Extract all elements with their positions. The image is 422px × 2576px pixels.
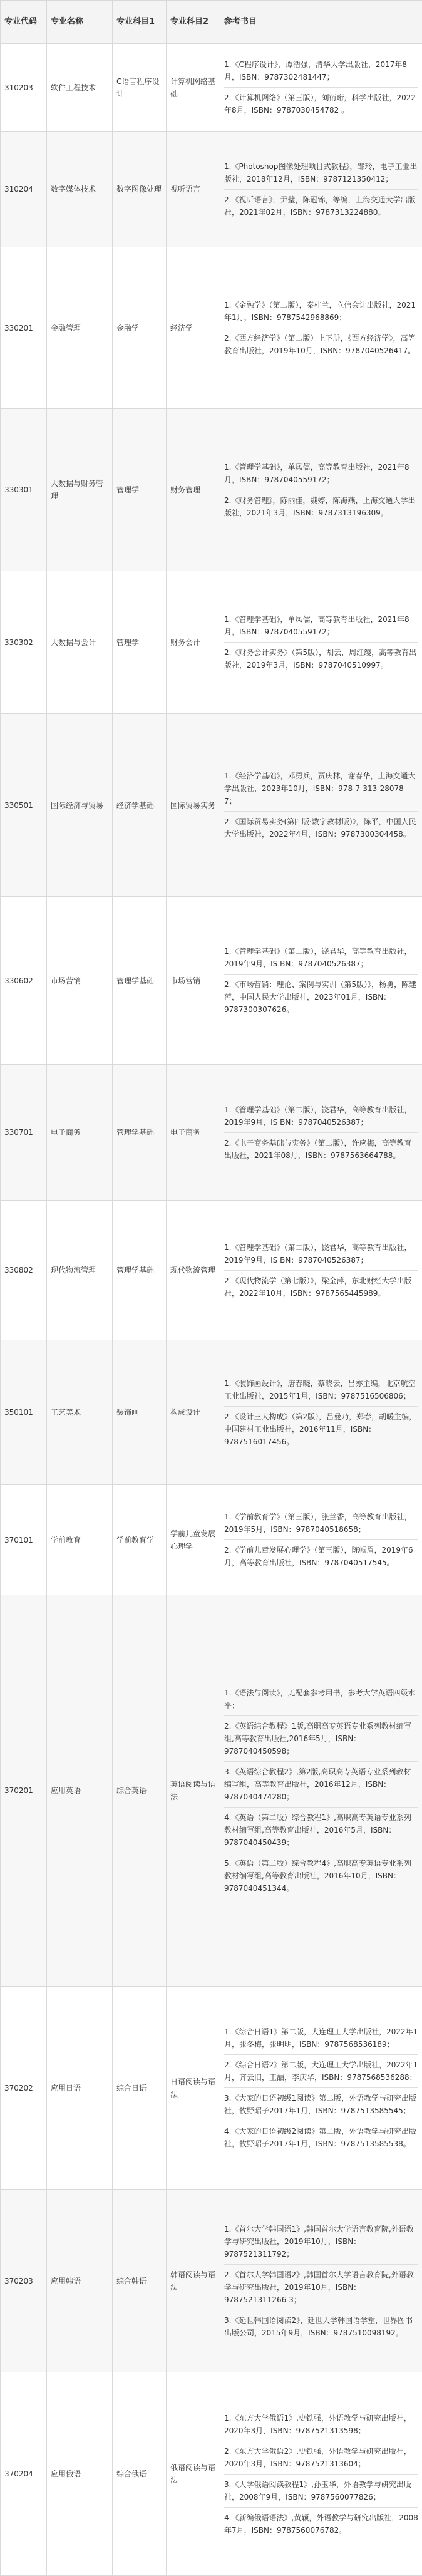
reference-item: 1.《管理学基础》，单凤儒，高等教育出版社，2021年8月，ISBN：9787040559172； <box>224 457 418 490</box>
subject2-cell: 财务会计 <box>167 571 220 714</box>
subject1-cell: 综合韩语 <box>113 2190 167 2372</box>
references-cell <box>220 1595 422 1987</box>
reference-item: 1.《管理学基础》（第二版），饶君华，高等教育出版社，2019年9月，IS BN：9787040526387； <box>224 1100 418 1133</box>
subject2-cell: 现代物流管理 <box>167 1201 220 1340</box>
header-subject1: 专业科目1 <box>113 1 167 44</box>
table-row <box>1 2190 422 2372</box>
subject1-cell: 装饰画 <box>113 1340 167 1485</box>
references-cell <box>220 571 422 714</box>
major-code-cell: 330201 <box>1 247 47 409</box>
subject2-cell: 英语阅读与语法 <box>167 1595 220 1987</box>
major-name-cell: 国际经济与贸易 <box>47 714 113 897</box>
major-name-cell: 大数据与会计 <box>47 571 113 714</box>
subject2-cell: 韩语阅读与语法 <box>167 2190 220 2372</box>
major-name-cell: 应用英语 <box>47 1595 113 1987</box>
subject2-cell: 俄语阅读与语法 <box>167 2372 220 2576</box>
reference-item: 2.《电子商务基础与实务》（第二版），许应梅，高等教育出版社，2021年08月，ISBN：9787563664788。 <box>224 1133 418 1166</box>
references-list <box>224 295 418 361</box>
reference-item: 1.《学前教育学》（第三版），张兰香，高等教育出版社，2019年5月，ISBN：9787040518658； <box>224 1507 418 1540</box>
major-name-cell: 数字媒体技术 <box>47 132 113 247</box>
major-code-cell: 330802 <box>1 1201 47 1340</box>
references-list <box>224 1100 418 1166</box>
references-list <box>224 457 418 523</box>
references-cell <box>220 1485 422 1595</box>
major-name-cell: 电子商务 <box>47 1065 113 1201</box>
table-row <box>1 409 422 571</box>
reference-item: 2.《东方大学俄语2》,史铁强，外语教学与研究出版社，2020年3月，ISBN：9787521313604； <box>224 2441 418 2475</box>
reference-item: 2.《国际贸易实务(第四版·数字教材版)》，陈平，中国人民大学出版社，2022年4月，ISBN：9787300304458。 <box>224 812 418 844</box>
major-code-cell: 370101 <box>1 1485 47 1595</box>
subject1-cell: 管理学基础 <box>113 1201 167 1340</box>
major-code-cell: 370201 <box>1 1595 47 1987</box>
reference-item: 2.《首尔大学韩国语2》,韩国首尔大学语言教育院,外语教学与研究出版社，2019年10月，ISBN：9787521311266 3； <box>224 2265 418 2310</box>
reference-item: 1.《Photoshop图像处理项目式教程》，邹玲，电子工业出版社，2018年12月，ISBN：9787121350412； <box>224 157 418 190</box>
major-code-cell: 330301 <box>1 409 47 571</box>
table-body <box>1 44 422 2576</box>
reference-item: 2.《现代物流学（第七版）》，梁金萍，东北财经大学出版社，2022年10月，ISBN：9787565445989。 <box>224 1271 418 1303</box>
reference-item: 3.《大家的日语初级1阅读》第二版，外语教学与研究出版社，牧野昭子2017年1月，ISBN：9787513585545； <box>224 2088 418 2121</box>
table-row <box>1 1065 422 1201</box>
subject1-cell: 金融学 <box>113 247 167 409</box>
major-name-cell: 金融管理 <box>47 247 113 409</box>
header-code: 专业代码 <box>1 1 47 44</box>
references-list <box>224 54 418 120</box>
reference-item: 2.《计算机网络》（第三版），刘衍珩，科学出版社，2022年8月，ISBN：9787030454782 。 <box>224 88 418 120</box>
reference-item: 1.《经济学基础》，邓勇兵，贾庆林，谢春华，上海交通大学出版社，2023年10月，ISBN：978-7-313-28078-7； <box>224 766 418 812</box>
major-name-cell: 软件工程技术 <box>47 44 113 132</box>
reference-item: 1.《管理学基础》（第二版），饶君华，高等教育出版社，2019年9月，IS BN：9787040526387； <box>224 1238 418 1271</box>
major-name-cell: 市场营销 <box>47 897 113 1065</box>
major-code-cell: 330302 <box>1 571 47 714</box>
subject2-cell: 经济学 <box>167 247 220 409</box>
references-cell <box>220 1201 422 1340</box>
table-row <box>1 1201 422 1340</box>
table-row <box>1 1987 422 2190</box>
table-row <box>1 571 422 714</box>
reference-item: 4.《大家的日语初级2阅读》第二版，外语教学与研究出版社，牧野昭子2017年1月，ISBN：9787513585538。 <box>224 2121 418 2154</box>
reference-item: 3.《延世韩国语阅读2》，延世大学韩国语学堂，世界图书出版公司，2015年9月，ISBN：9787510098192。 <box>224 2310 418 2343</box>
major-name-cell: 现代物流管理 <box>47 1201 113 1340</box>
reference-item: 1.《C程序设计》，谭浩强，清华大学出版社，2017年8月，ISBN：9787302481447； <box>224 54 418 88</box>
references-cell <box>220 1987 422 2190</box>
references-list <box>224 2219 418 2343</box>
subject1-cell: 综合俄语 <box>113 2372 167 2576</box>
table-row <box>1 132 422 247</box>
reference-item: 2.《设计三大构成》（第2版），吕曼乃，郑春，胡暖主编，中国建材工业出版社，2016年11月，ISBN：9787516017456。 <box>224 1407 418 1452</box>
references-cell <box>220 1065 422 1201</box>
subject2-cell: 视听语言 <box>167 132 220 247</box>
major-name-cell: 应用俄语 <box>47 2372 113 2576</box>
references-list <box>224 1683 418 1898</box>
reference-item: 1.《综合日语1》第二版，大连理工大学出版社，2022年1月，张冬梅，张明明，ISBN：9787568536189； <box>224 2022 418 2055</box>
subject1-cell: C语言程序设计 <box>113 44 167 132</box>
subject1-cell: 综合英语 <box>113 1595 167 1987</box>
table-row <box>1 1595 422 1987</box>
reference-item: 3.《英语综合教程2》,第2版,高职高专英语专业系列教材编写组，高等教育出版社，2016年12月，ISBN：9787040474280； <box>224 1762 418 1808</box>
major-name-cell: 应用韩语 <box>47 2190 113 2372</box>
table-row <box>1 1340 422 1485</box>
table-row <box>1 714 422 897</box>
references-cell <box>220 247 422 409</box>
subject2-cell: 构成设计 <box>167 1340 220 1485</box>
references-list <box>224 609 418 675</box>
major-name-cell: 工艺美术 <box>47 1340 113 1485</box>
header-name: 专业名称 <box>47 1 113 44</box>
header-refs: 参考书目 <box>220 1 422 44</box>
major-code-cell: 330701 <box>1 1065 47 1201</box>
references-cell <box>220 409 422 571</box>
reference-item: 2.《学前儿童发展心理学》（第三版），陈帼眉，2019年6月，高等教育出版社，ISBN：9787040517545。 <box>224 1540 418 1573</box>
reference-item: 1.《金融学》（第二版），秦桂兰，立信会计出版社，2021年1月，ISBN：9787542968869； <box>224 295 418 328</box>
subject2-cell: 日语阅读与语法 <box>167 1987 220 2190</box>
reference-item: 1.《东方大学俄语1》,史铁强，外语教学与研究出版社，2020年3月，ISBN：9787521313598； <box>224 2408 418 2441</box>
table-row <box>1 1485 422 1595</box>
major-code-cell: 330602 <box>1 897 47 1065</box>
subject1-cell: 管理学基础 <box>113 897 167 1065</box>
major-name-cell: 大数据与财务管理 <box>47 409 113 571</box>
references-list <box>224 766 418 844</box>
reference-item: 1.《管理学基础》（第二版），饶君华，高等教育出版社，2019年9月，IS BN：9787040526387； <box>224 941 418 975</box>
references-cell <box>220 897 422 1065</box>
reference-item: 2.《市场营销：理论、案例与实训（第5版）》，杨勇，陈建萍，中国人民大学出版社，2023年01月，ISBN：9787300307626。 <box>224 975 418 1020</box>
reference-item: 1.《装饰画设计》，唐春晓，蔡晓云，吕亦主编，北京航空工业出版社，2015年1月，ISBN：9787516506806； <box>224 1373 418 1407</box>
table-row <box>1 247 422 409</box>
references-cell <box>220 44 422 132</box>
references-list <box>224 157 418 222</box>
major-code-cell: 370202 <box>1 1987 47 2190</box>
table-row <box>1 44 422 132</box>
major-name-cell: 学前教育 <box>47 1485 113 1595</box>
references-list <box>224 2408 418 2540</box>
subject1-cell: 综合日语 <box>113 1987 167 2190</box>
references-cell <box>220 714 422 897</box>
subject2-cell: 计算机网络基础 <box>167 44 220 132</box>
subject2-cell: 国际贸易实务 <box>167 714 220 897</box>
reference-item: 4.《英语（第二版）综合教程1》,高职高专英语专业系列教材编写组,高等教育出版社，2016年5月，ISBN：9787040450439； <box>224 1808 418 1853</box>
header-subject2: 专业科目2 <box>167 1 220 44</box>
major-code-cell: 310204 <box>1 132 47 247</box>
references-list <box>224 941 418 1020</box>
references-cell <box>220 1340 422 1485</box>
subject2-cell: 学前儿童发展心理学 <box>167 1485 220 1595</box>
subject1-cell: 管理学基础 <box>113 1065 167 1201</box>
references-list <box>224 1373 418 1452</box>
subject2-cell: 财务管理 <box>167 409 220 571</box>
major-code-cell: 310203 <box>1 44 47 132</box>
major-code-cell: 330501 <box>1 714 47 897</box>
subject1-cell: 管理学 <box>113 571 167 714</box>
references-cell <box>220 2190 422 2372</box>
major-code-cell: 370204 <box>1 2372 47 2576</box>
reference-item: 2.《财务管理》，陈丽佳，魏婷，陈海燕，上海交通大学出版社，2021年3月，ISBN：9787313196309。 <box>224 490 418 523</box>
subject1-cell: 数字图像处理 <box>113 132 167 247</box>
table-header-row <box>1 1 422 44</box>
subject1-cell: 经济学基础 <box>113 714 167 897</box>
subject2-cell: 市场营销 <box>167 897 220 1065</box>
reference-item: 1.《语法与阅读》，无配套参考用书，参考大学英语四级水平； <box>224 1683 418 1716</box>
reference-item: 2.《英语综合教程》1版,高职高专英语专业系列教材编写组,高等教育出版社,2016年5月，ISBN：9787040450598； <box>224 1716 418 1762</box>
major-code-cell: 350101 <box>1 1340 47 1485</box>
reference-item: 4.《新编俄语语法》,黄颖，外语教学与研究出版社，2008年7月，ISBN：9787560076782。 <box>224 2508 418 2540</box>
references-list <box>224 1507 418 1573</box>
reference-item: 2.《综合日语2》第二版，大连理工大学出版社，2022年1月，齐云旧，王喆，李庆华，ISBN：9787568536288； <box>224 2055 418 2088</box>
subject1-cell: 学前教育学 <box>113 1485 167 1595</box>
major-code-cell: 370203 <box>1 2190 47 2372</box>
table-row <box>1 2372 422 2576</box>
reference-item: 1.《管理学基础》，单凤儒，高等教育出版社，2021年8月，ISBN：9787040559172； <box>224 609 418 643</box>
reference-item: 2.《西方经济学》（第二版）上下册，《西方经济学》，高等教育出版社，2019年10月，ISBN：9787040526417。 <box>224 328 418 361</box>
major-name-cell: 应用日语 <box>47 1987 113 2190</box>
table-row <box>1 897 422 1065</box>
reference-item: 5.《英语（第二版）综合教程4》,高职高专英语专业系列教材编写组,高等教育出版社，2016年10月，ISBN：9787040451344。 <box>224 1853 418 1898</box>
reference-item: 3.《大学俄语阅读教程1》,孙玉华，外语教学与研究出版社，2008年9月，ISBN：9787560077826； <box>224 2475 418 2508</box>
reference-item: 2.《视听语言》，尹璧，陈冠锦，等编，上海交通大学出版社，2021年02月，ISBN：9787313224880。 <box>224 190 418 222</box>
reference-item: 1.《首尔大学韩国语1》,韩国首尔大学语言教育院,外语教学与研究出版社，2019年10月，ISBN：9787521311792； <box>224 2219 418 2265</box>
references-cell <box>220 2372 422 2576</box>
reference-item: 2.《财务会计实务》（第5版），胡云，周红缨，高等教育出版社，2019年3月，ISBN：9787040510997。 <box>224 643 418 675</box>
subject2-cell: 电子商务 <box>167 1065 220 1201</box>
references-cell <box>220 132 422 247</box>
references-list <box>224 1238 418 1303</box>
subject1-cell: 管理学 <box>113 409 167 571</box>
references-list <box>224 2022 418 2154</box>
